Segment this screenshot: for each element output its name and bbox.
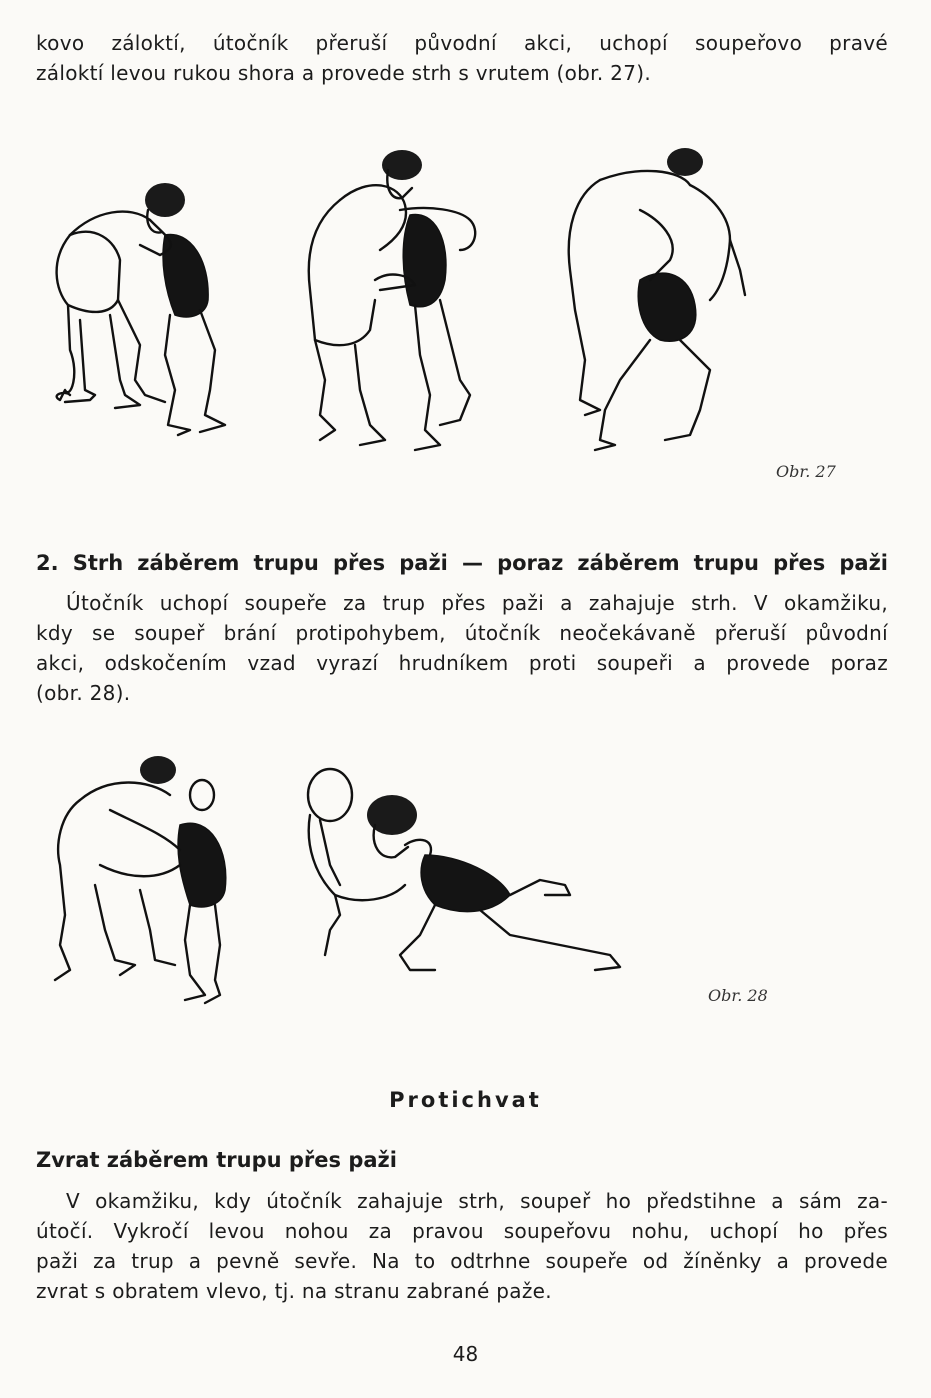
figure-27-illustration [40, 140, 760, 480]
fig28-pair-2 [308, 769, 620, 970]
counter-section-heading: Zvrat záběrem trupu přes paži [36, 1148, 397, 1172]
fig27-pair-2 [309, 150, 475, 450]
counter-section-title: Protichvat [389, 1088, 542, 1112]
counter-paragraph [36, 1186, 888, 1306]
fig27-pair-1 [57, 183, 225, 435]
intro-line-1: kovo záloktí, útočník přeruší původní akci, uchopí soupeřovo pravé [36, 31, 888, 55]
intro-paragraph [36, 28, 888, 88]
counter-line-2: útočí. Vykročí levou nohou za pravou soupeřovu nohu, uchopí ho přes [36, 1219, 888, 1243]
section-2-line-4: (obr. 28). [36, 681, 131, 705]
fig28-pair-1 [55, 756, 226, 1003]
page-number: 48 [452, 1342, 479, 1366]
section-2-heading: 2. Strh záběrem trupu přes paži — poraz záběrem trupu přes paži [36, 551, 888, 575]
fig27-pair-3 [569, 148, 745, 450]
figure-27-caption: Obr. 27 [776, 462, 836, 481]
counter-line-3: paži za trup a pevně sevře. Na to odtrhne soupeře od žíněnky a provede [36, 1249, 888, 1273]
counter-line-1: V okamžiku, kdy útočník zahajuje strh, soupeř ho předstihne a sám za- [66, 1189, 888, 1213]
counter-line-4: zvrat s obratem vlevo, tj. na stranu zabrané paže. [36, 1279, 552, 1303]
intro-line-2: záloktí levou rukou shora a provede strh s vrutem (obr. 27). [36, 61, 651, 85]
section-2-paragraph [36, 588, 888, 708]
section-2-line-1: Útočník uchopí soupeře za trup přes paži a zahajuje strh. V okamžiku, [66, 591, 888, 615]
section-2-line-3: akci, odskočením vzad vyrazí hrudníkem proti soupeři a provede poraz [36, 651, 888, 675]
figure-28-caption: Obr. 28 [708, 986, 768, 1005]
figure-28-illustration [40, 755, 660, 1030]
section-2-line-2: kdy se soupeř brání protipohybem, útočník neočekávaně přeruší původní [36, 621, 888, 645]
